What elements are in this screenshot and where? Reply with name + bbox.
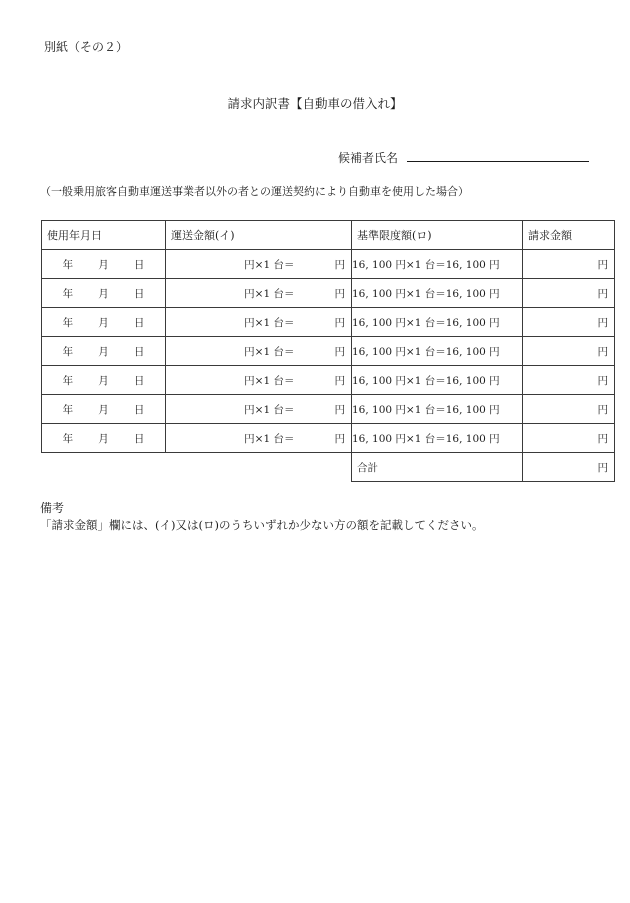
remarks-text: 「請求金額」欄には、(イ)又は(ロ)のうちいずれか少ない方の額を記載してください。 <box>40 518 484 532</box>
standard-limit-cell: 16, 100 円×1 台＝16, 100 円 <box>352 279 523 308</box>
usage-date-cell[interactable] <box>42 395 166 424</box>
claim-amount-cell[interactable]: 円 <box>523 395 615 424</box>
usage-date-cell[interactable] <box>42 337 166 366</box>
cost-formula: 円×1 台＝ <box>244 432 295 445</box>
day-unit: 日 <box>133 316 145 329</box>
table-row <box>42 279 615 308</box>
cost-formula: 円×1 台＝ <box>244 258 295 271</box>
total-spacer <box>166 453 352 482</box>
total-amount-cell[interactable]: 円 <box>523 453 615 482</box>
standard-limit-cell: 16, 100 円×1 台＝16, 100 円 <box>352 424 523 453</box>
table-row <box>42 337 615 366</box>
month-unit: 月 <box>98 432 109 445</box>
month-unit: 月 <box>98 258 109 271</box>
cost-formula: 円×1 台＝ <box>244 287 295 300</box>
document-title: 請求内訳書【自動車の借入れ】 <box>227 96 403 111</box>
usage-date-cell[interactable] <box>42 366 166 395</box>
claim-amount-cell[interactable]: 円 <box>523 337 615 366</box>
cost-yen-unit: 円 <box>334 374 345 387</box>
day-unit: 日 <box>133 287 145 300</box>
transport-cost-cell[interactable] <box>166 424 352 453</box>
year-unit: 年 <box>62 403 74 416</box>
claim-amount-cell[interactable]: 円 <box>523 250 615 279</box>
cost-yen-unit: 円 <box>334 316 345 329</box>
transport-cost-cell[interactable] <box>166 395 352 424</box>
claim-amount-cell[interactable]: 円 <box>523 279 615 308</box>
transport-cost-cell[interactable] <box>166 308 352 337</box>
header-usage-date: 使用年月日 <box>42 221 166 250</box>
year-unit: 年 <box>62 258 74 271</box>
year-unit: 年 <box>62 287 74 300</box>
standard-limit-cell: 16, 100 円×1 台＝16, 100 円 <box>352 250 523 279</box>
day-unit: 日 <box>133 345 145 358</box>
month-unit: 月 <box>98 374 109 387</box>
claim-amount-cell[interactable]: 円 <box>523 308 615 337</box>
remarks-heading: 備考 <box>40 501 65 515</box>
usage-date-cell[interactable] <box>42 308 166 337</box>
month-unit: 月 <box>98 287 109 300</box>
cost-formula: 円×1 台＝ <box>244 316 295 329</box>
candidate-name-field[interactable] <box>407 161 589 162</box>
claim-amount-cell[interactable]: 円 <box>523 424 615 453</box>
year-unit: 年 <box>62 374 74 387</box>
usage-date-cell[interactable] <box>42 250 166 279</box>
month-unit: 月 <box>98 345 109 358</box>
header-claim-amount: 請求金額 <box>523 221 615 250</box>
header-transport-cost: 運送金額(イ) <box>166 221 352 250</box>
claim-breakdown-table <box>41 220 615 482</box>
standard-limit-cell: 16, 100 円×1 台＝16, 100 円 <box>352 337 523 366</box>
candidate-name-label: 候補者氏名 <box>338 151 399 165</box>
standard-limit-cell: 16, 100 円×1 台＝16, 100 円 <box>352 308 523 337</box>
transport-cost-cell[interactable] <box>166 366 352 395</box>
cost-formula: 円×1 台＝ <box>244 403 295 416</box>
day-unit: 日 <box>133 403 145 416</box>
usage-date-cell[interactable] <box>42 424 166 453</box>
day-unit: 日 <box>133 374 145 387</box>
table-row <box>42 395 615 424</box>
day-unit: 日 <box>133 432 145 445</box>
claim-amount-cell[interactable]: 円 <box>523 366 615 395</box>
usage-condition-note: （一般乗用旅客自動車運送事業者以外の者との運送契約により自動車を使用した場合） <box>40 185 469 198</box>
cost-yen-unit: 円 <box>334 258 345 271</box>
day-unit: 日 <box>133 258 145 271</box>
table-row <box>42 424 615 453</box>
total-spacer <box>42 453 166 482</box>
total-row <box>42 453 615 482</box>
cost-yen-unit: 円 <box>334 345 345 358</box>
usage-date-cell[interactable] <box>42 279 166 308</box>
cost-yen-unit: 円 <box>334 432 345 445</box>
cost-formula: 円×1 台＝ <box>244 345 295 358</box>
transport-cost-cell[interactable] <box>166 250 352 279</box>
cost-yen-unit: 円 <box>334 403 345 416</box>
year-unit: 年 <box>62 432 74 445</box>
table-header-row <box>42 221 615 250</box>
table-row <box>42 308 615 337</box>
month-unit: 月 <box>98 403 109 416</box>
total-label: 合計 <box>352 453 523 482</box>
year-unit: 年 <box>62 316 74 329</box>
standard-limit-cell: 16, 100 円×1 台＝16, 100 円 <box>352 366 523 395</box>
transport-cost-cell[interactable] <box>166 337 352 366</box>
attachment-label: 別紙（その２） <box>44 40 129 54</box>
standard-limit-cell: 16, 100 円×1 台＝16, 100 円 <box>352 395 523 424</box>
cost-yen-unit: 円 <box>334 287 345 300</box>
month-unit: 月 <box>98 316 109 329</box>
cost-formula: 円×1 台＝ <box>244 374 295 387</box>
table-row <box>42 366 615 395</box>
transport-cost-cell[interactable] <box>166 279 352 308</box>
table-row <box>42 250 615 279</box>
header-standard-limit: 基準限度額(ロ) <box>352 221 523 250</box>
year-unit: 年 <box>62 345 74 358</box>
